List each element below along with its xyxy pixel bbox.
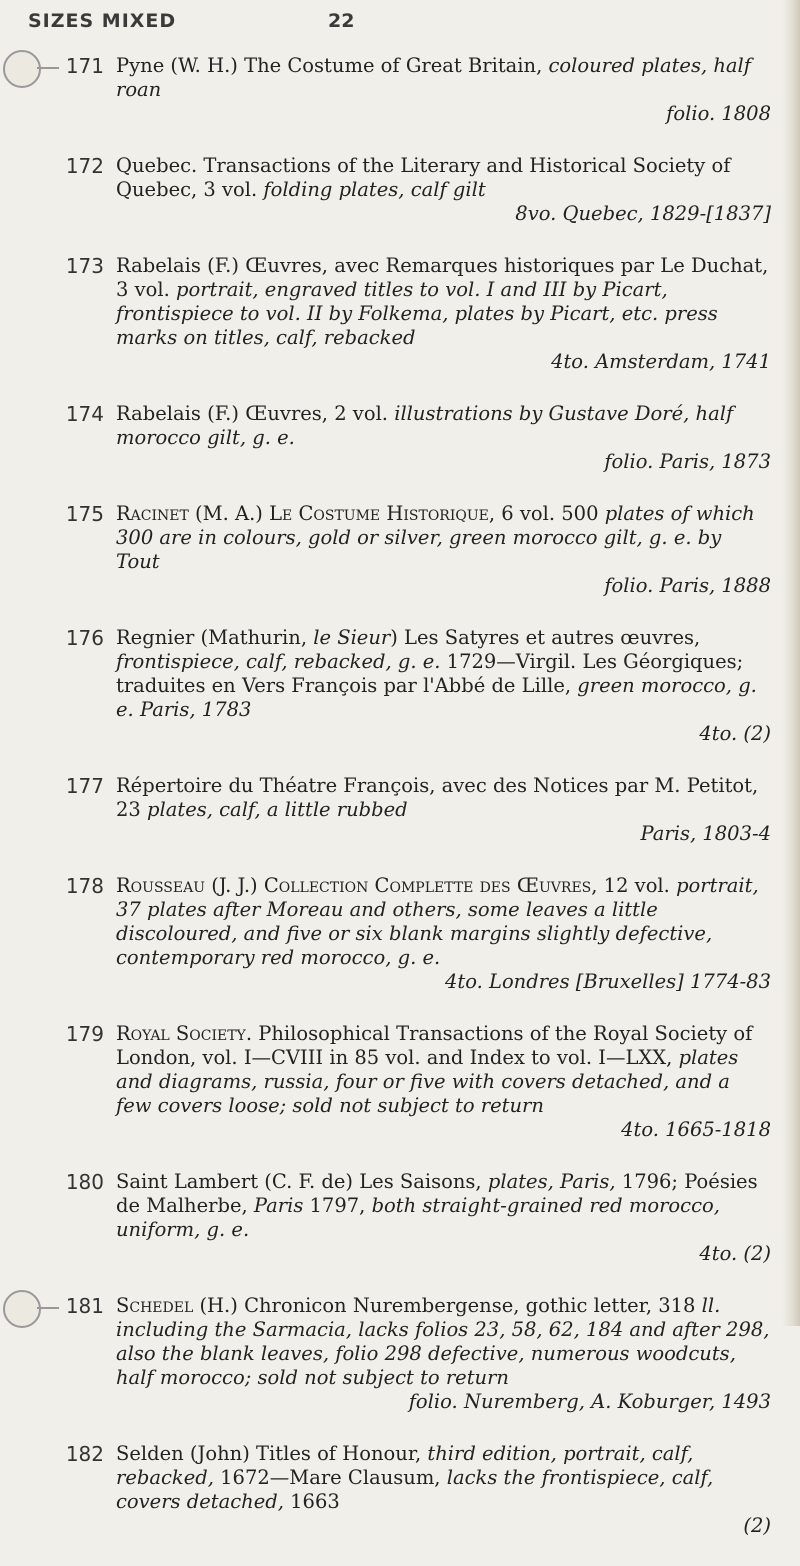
- description-segment: third edition, portrait, calf, rebacked,: [116, 1442, 694, 1489]
- page-number: 22: [328, 10, 355, 32]
- entry-imprint: folio. Paris, 1888: [604, 574, 771, 597]
- lot-number: 181: [65, 1294, 104, 1318]
- description-segment: plates, calf, a little rubbed: [147, 798, 408, 821]
- description-segment: ll. including the Sarmacia, lacks folios 23, 58, 62, 184 and after 298, also the blank leaves, folio 298 defective, numerous woodcuts, half morocco; sold not subject to return: [116, 1294, 770, 1389]
- description-segment: . Philosophical Transactions of the Royal Society of London, vol. I—CVIII in 85 vol. and Index to vol. I—LXX,: [116, 1022, 753, 1069]
- lot-number: 173: [65, 254, 104, 278]
- description-segment: gothic letter,: [525, 1294, 653, 1317]
- description-segment: Répertoire du Théatre François, avec des Notices par M. Petitot, 23: [116, 774, 759, 821]
- description-segment: portrait, 37 plates after Moreau and others, some leaves a little discoloured, and five or six blank margins slightly defective, contemporary red morocco, g. e.: [116, 874, 759, 969]
- description-segment: portrait, engraved titles to vol. I and III by Picart, frontispiece to vol. II by Folkema, plates by Picart, etc. press marks on titles, calf, rebacked: [116, 278, 718, 349]
- description-segment: Paris, 1783: [133, 698, 252, 721]
- description-segment: Selden (John) Titles of Honour,: [116, 1442, 428, 1465]
- description-segment: Quebec. Transactions of the Literary and Historical Society of Quebec, 3 vol.: [116, 154, 731, 201]
- description-segment: lacks the frontispiece, calf, covers detached,: [116, 1466, 714, 1513]
- catalogue-entry: [0, 1022, 790, 1142]
- description-segment: 1729—Virgil. Les Géorgiques; traduites en Vers François par l'Abbé de Lille,: [116, 650, 744, 697]
- description-segment: Pyne (W. H.) The Costume of Great Britain,: [116, 54, 549, 77]
- lot-number: 179: [65, 1022, 104, 1046]
- description-segment: plates, Paris,: [487, 1170, 616, 1193]
- description-segment: , 12 vol.: [591, 874, 677, 897]
- entry-description: [116, 774, 771, 846]
- description-segment: Regnier (Mathurin,: [116, 626, 314, 649]
- entry-description: [116, 154, 771, 226]
- section-title: SIZES MIXED: [28, 10, 177, 32]
- description-segment: Racinet (M. A.): [116, 502, 270, 525]
- entry-description: [116, 1442, 771, 1538]
- catalogue-entry: [0, 54, 790, 126]
- entry-imprint: 4to. (2): [699, 1242, 771, 1265]
- description-segment: Paris: [253, 1194, 304, 1217]
- entry-description: [116, 874, 771, 994]
- catalogue-entry: [0, 154, 790, 226]
- entry-imprint: 4to. Amsterdam, 1741: [551, 350, 771, 373]
- entry-imprint: (2): [743, 1514, 771, 1537]
- catalogue-entry: [0, 502, 790, 598]
- catalogue-entry: [0, 402, 790, 474]
- description-segment: Saint Lambert (C. F. de) Les Saisons,: [116, 1170, 488, 1193]
- entry-imprint: 4to. Londres [Bruxelles] 1774-83: [444, 970, 771, 993]
- entry-imprint: 4to. 1665-1818: [621, 1118, 771, 1141]
- description-segment: frontispiece, calf, rebacked, g. e.: [116, 650, 441, 673]
- lot-number: 172: [65, 154, 104, 178]
- description-segment: Collection Complette des Œuvres: [263, 874, 592, 897]
- entry-imprint: Paris, 1803-4: [640, 822, 771, 845]
- lot-number: 176: [65, 626, 104, 650]
- description-segment: Rabelais (F.) Œuvres, 2 vol.: [116, 402, 395, 425]
- catalogue-entry: [0, 774, 790, 846]
- entry-imprint: folio. Paris, 1873: [604, 450, 771, 473]
- description-segment: 1797,: [303, 1194, 372, 1217]
- page-header: [28, 10, 770, 40]
- entry-imprint: folio. Nuremberg, A. Koburger, 1493: [408, 1390, 771, 1413]
- description-segment: le Sieur: [313, 626, 391, 649]
- description-segment: 1672—Mare Clausum,: [213, 1466, 447, 1489]
- lot-number: 174: [65, 402, 104, 426]
- description-segment: 318: [652, 1294, 702, 1317]
- lot-number: 171: [65, 54, 104, 78]
- description-segment: coloured plates, half roan: [116, 54, 751, 101]
- lot-number: 177: [65, 774, 104, 798]
- entry-imprint: 4to. (2): [699, 722, 771, 745]
- description-segment: Rousseau (J. J.): [116, 874, 264, 897]
- entry-description: [116, 54, 771, 126]
- entry-imprint: 8vo. Quebec, 1829-[1837]: [515, 202, 771, 225]
- description-segment: green morocco, g. e.: [116, 674, 757, 721]
- description-segment: , 6 vol. 500: [488, 502, 605, 525]
- catalogue-entry: [0, 626, 790, 746]
- entry-description: [116, 1170, 771, 1266]
- catalogue-entry: [0, 254, 790, 374]
- description-segment: illustrations by Gustave Doré, half morocco gilt, g. e.: [116, 402, 734, 449]
- lot-number: 175: [65, 502, 104, 526]
- description-segment: 1796; Poésies de Malherbe,: [116, 1170, 758, 1217]
- catalogue-entry: [0, 874, 790, 994]
- entry-description: [116, 402, 771, 474]
- description-segment: Chronicon Nurembergense,: [244, 1294, 526, 1317]
- lot-number: 180: [65, 1170, 104, 1194]
- description-segment: Le Costume Historique: [269, 502, 489, 525]
- description-segment: Rabelais (F.) Œuvres, avec Remarques historiques par Le Duchat, 3 vol.: [116, 254, 769, 301]
- description-segment: 1663: [283, 1490, 340, 1513]
- entry-description: [116, 254, 771, 374]
- description-segment: plates of which 300 are in colours, gold or silver, green morocco gilt, g. e. by Tout: [116, 502, 755, 573]
- entry-description: [116, 1022, 771, 1142]
- description-segment: plates and diagrams, russia, four or five with covers detached, and a few covers loose; sold not subject to return: [116, 1046, 739, 1117]
- entry-description: [116, 1294, 771, 1414]
- catalogue-entry: [0, 1442, 790, 1538]
- description-segment: ) Les Satyres et autres œuvres,: [390, 626, 701, 649]
- entry-description: [116, 626, 771, 746]
- lot-number: 178: [65, 874, 104, 898]
- entry-imprint: folio. 1808: [666, 102, 771, 125]
- catalogue-entries: [0, 54, 790, 1566]
- description-segment: folding plates, calf gilt: [263, 178, 486, 201]
- description-segment: Schedel (H.): [116, 1294, 245, 1317]
- description-segment: both straight-grained red morocco, uniform, g. e.: [116, 1194, 720, 1241]
- entry-description: [116, 502, 771, 598]
- catalogue-entry: [0, 1170, 790, 1266]
- lot-number: 182: [65, 1442, 104, 1466]
- catalogue-entry: [0, 1294, 790, 1414]
- description-segment: Royal Society: [116, 1022, 246, 1045]
